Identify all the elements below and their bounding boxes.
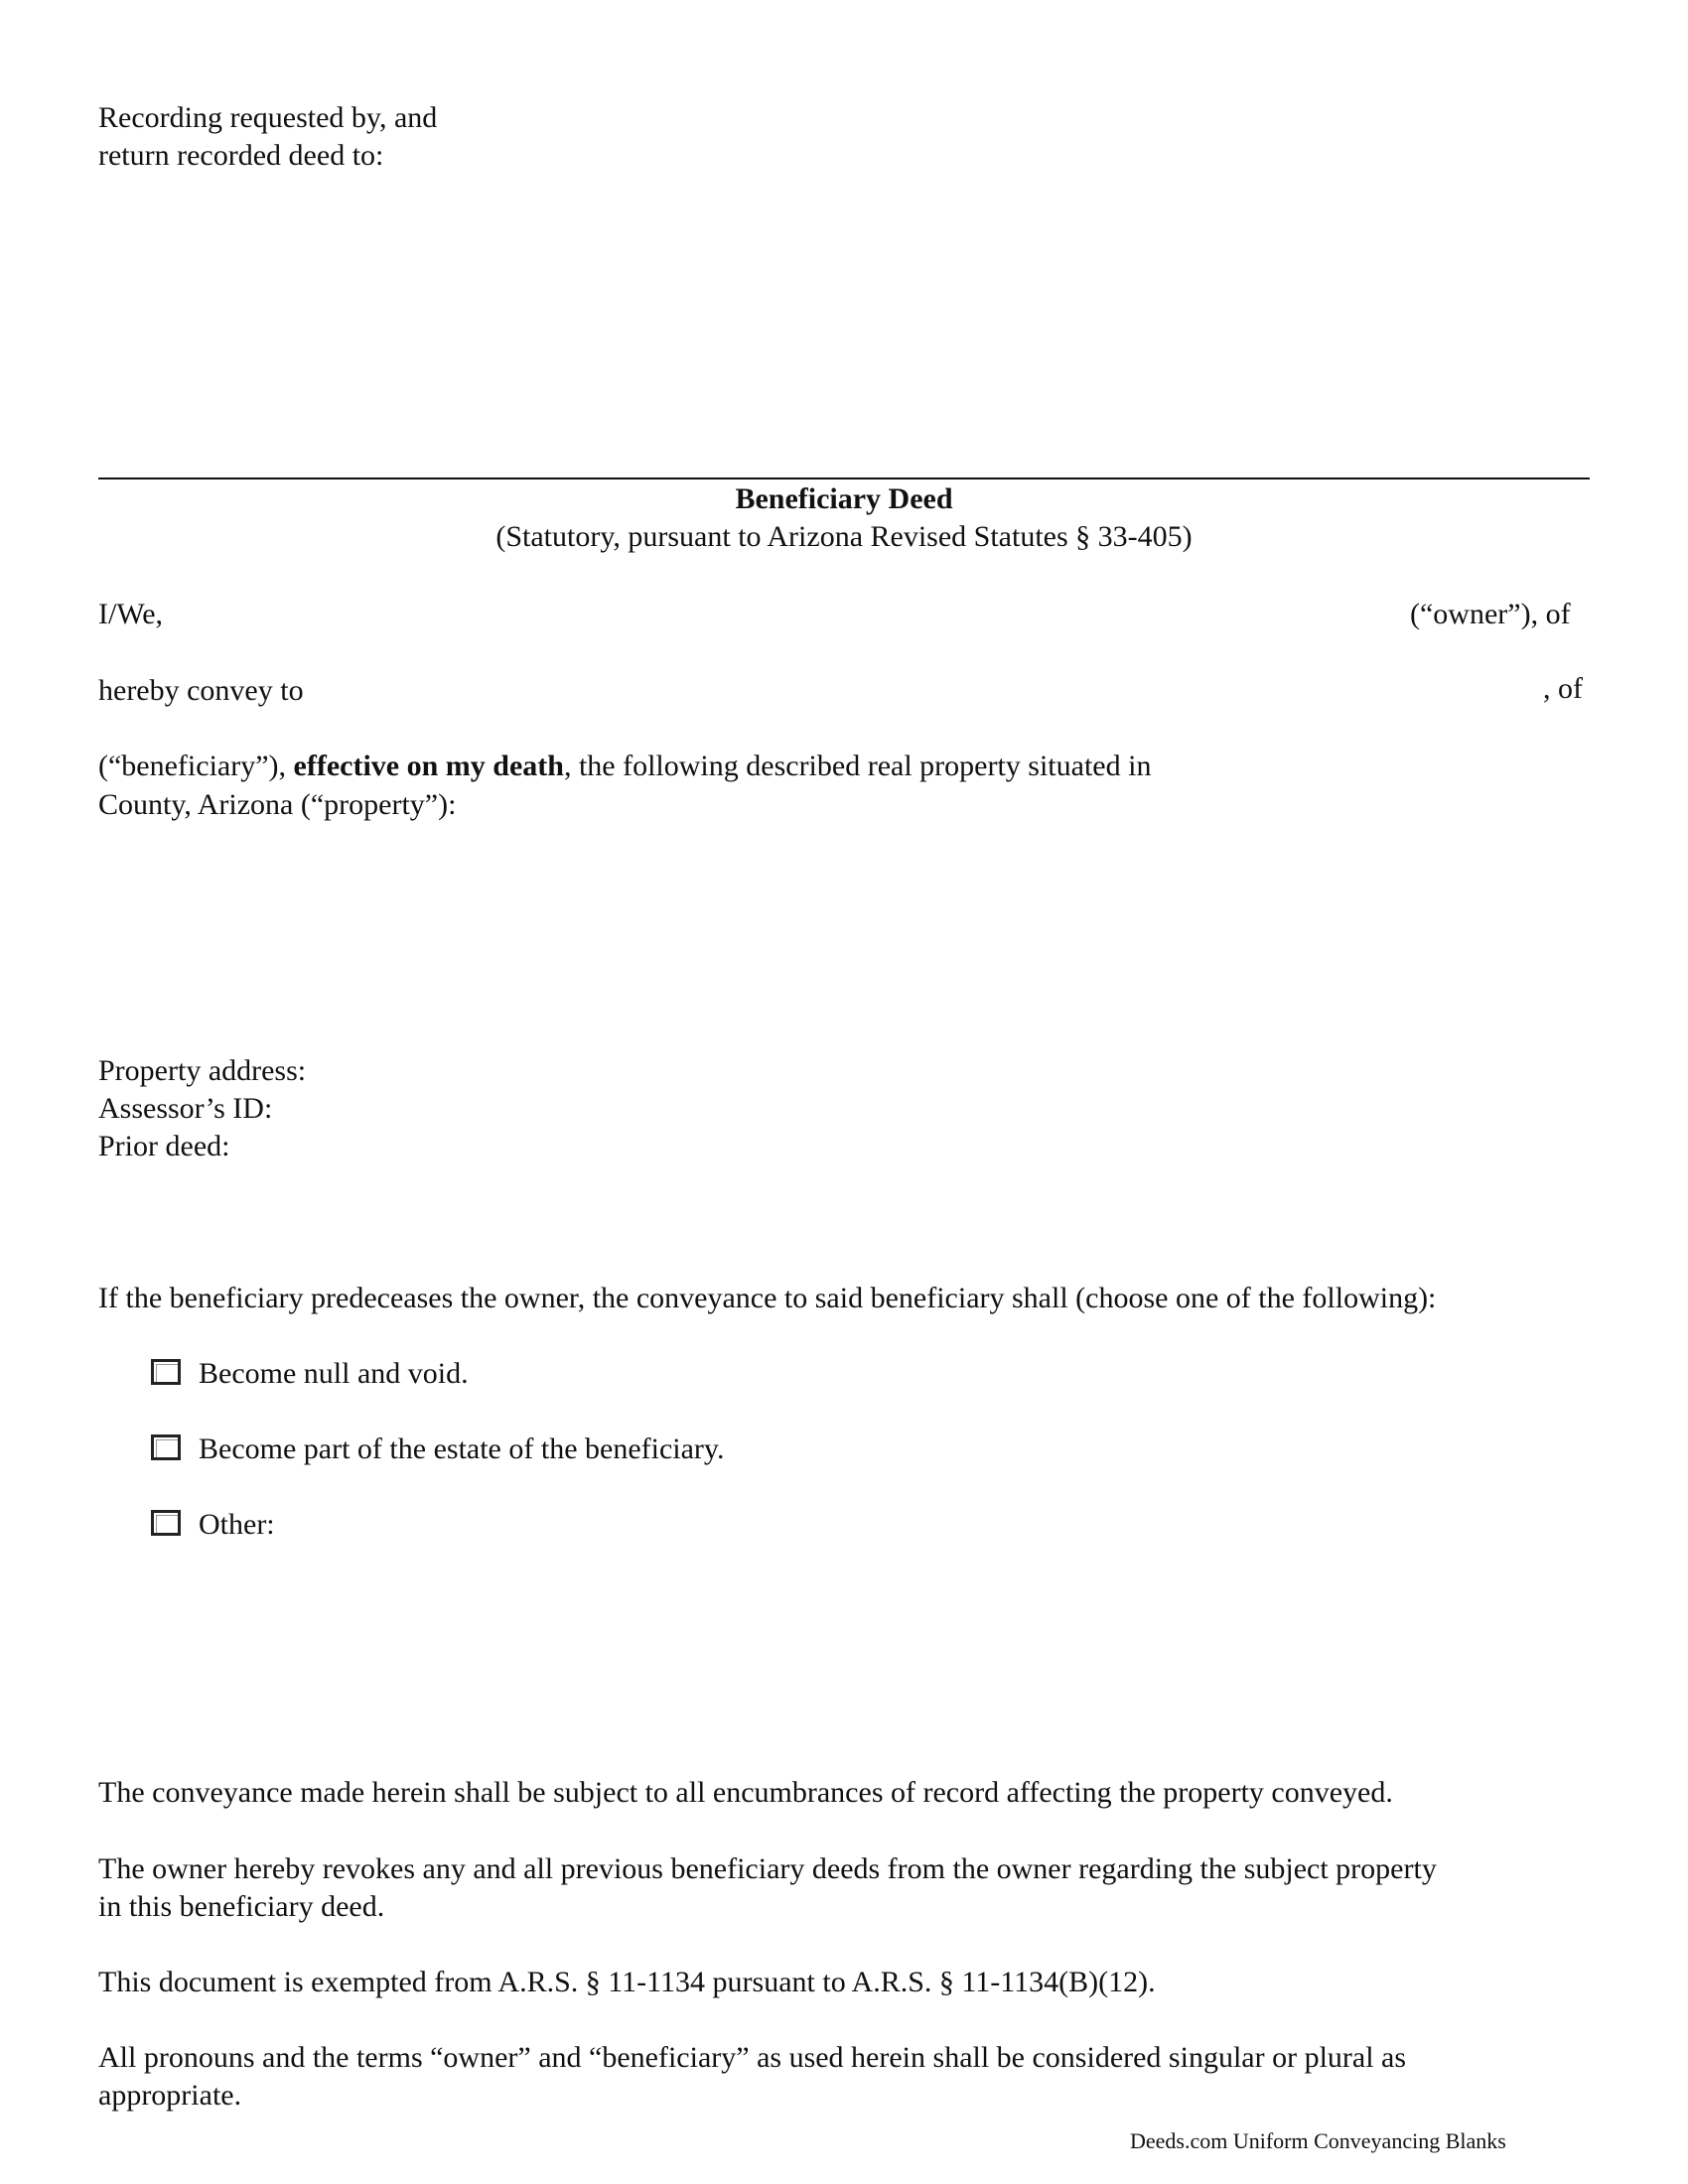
owner-label: I/We, [98,598,164,630]
footer-credit: Deeds.com Uniform Conveyancing Blanks [1130,2128,1506,2153]
return-deed-line: return recorded deed to: [98,139,384,172]
other-label: Other: [199,1508,275,1541]
other-checkbox[interactable] [151,1510,181,1536]
pronouns-clause-line2: appropriate. [98,2079,242,2112]
convey-suffix: , of [1543,672,1583,705]
convey-label: hereby convey to [98,674,304,707]
header-divider [98,478,1590,479]
null-void-label: Become null and void. [199,1357,469,1390]
revokes-clause-line2: in this beneficiary deed. [98,1890,385,1923]
owner-suffix: (“owner”), of [1410,598,1571,630]
recording-requested-line: Recording requested by, and [98,101,438,134]
prior-deed-label: Prior deed: [98,1130,230,1162]
pronouns-clause-line1: All pronouns and the terms “owner” and “beneficiary” as used herein shall be considered singular or plural as [98,2041,1407,2074]
revokes-clause-line1: The owner hereby revokes any and all previous beneficiary deeds from the owner regarding the subject property [98,1852,1437,1885]
effective-on-death: effective on my death [293,750,564,782]
page-title [0,480,1688,518]
encumbrances-clause: The conveyance made herein shall be subject to all encumbrances of record affecting the property conveyed. [98,1776,1393,1809]
beneficiary-suffix: , the following described real property situated in [563,750,1152,782]
beneficiary-prefix: (“beneficiary”), [98,750,287,782]
page-subtitle: (Statutory, pursuant to Arizona Revised Statutes § 33-405) [495,520,1193,553]
county-line: County, Arizona (“property”): [98,788,457,821]
estate-checkbox[interactable] [151,1434,181,1460]
estate-label: Become part of the estate of the beneficiary. [199,1433,725,1465]
beneficiary-clause [98,748,1151,785]
predecease-question: If the beneficiary predeceases the owner, the conveyance to said beneficiary shall (choose one of the following): [98,1282,1437,1314]
null-void-checkbox[interactable] [151,1359,181,1385]
assessor-id-label: Assessor’s ID: [98,1092,273,1125]
title-text: Beneficiary Deed [735,482,953,515]
exempt-clause: This document is exempted from A.R.S. § 11-1134 pursuant to A.R.S. § 11-1134(B)(12). [98,1966,1156,1998]
property-address-label: Property address: [98,1054,307,1087]
